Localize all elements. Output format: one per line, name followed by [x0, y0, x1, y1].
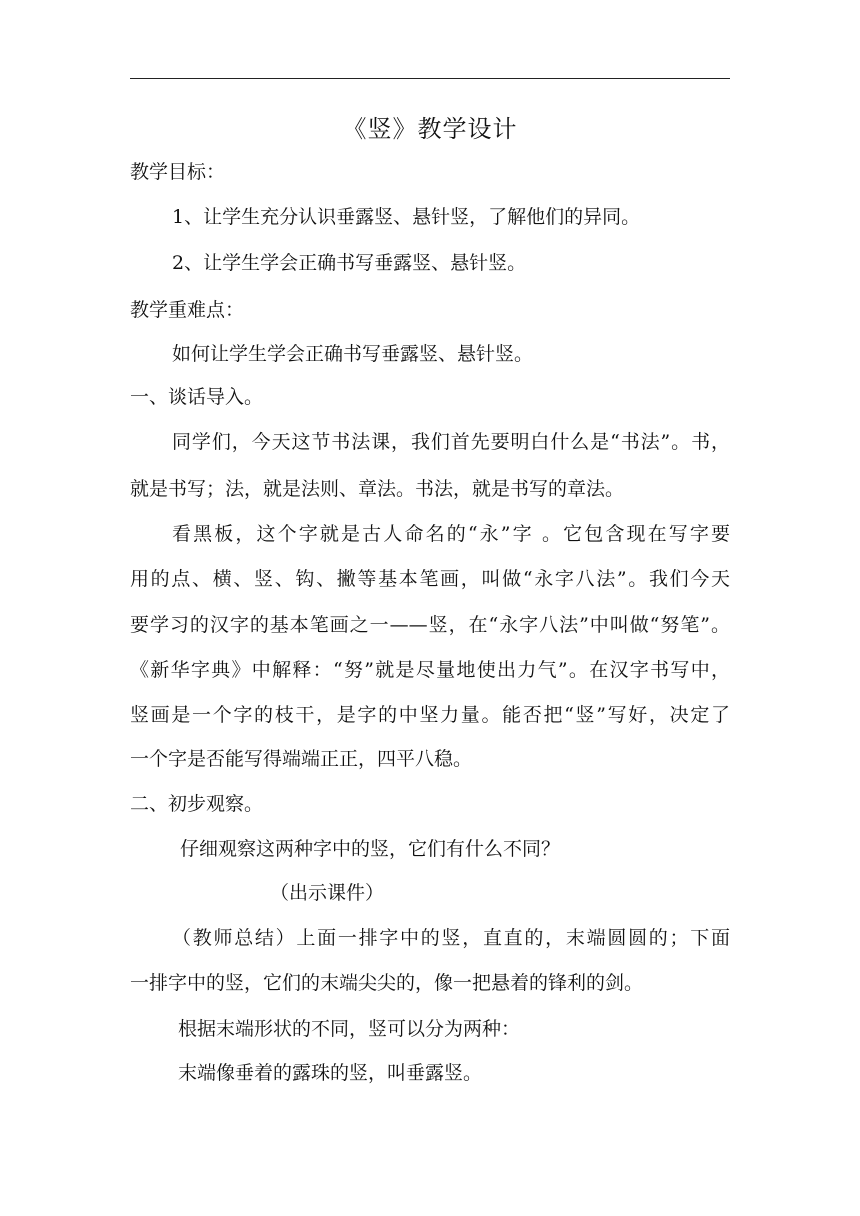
- objective-item-2: 2、让学生学会正确书写垂露竖、悬针竖。: [172, 252, 527, 274]
- paragraph-line: 根据末端形状的不同，竖可以分为两种：: [178, 1018, 521, 1040]
- paragraph-line: （教师总结）上面一排字中的竖，直直的，末端圆圆的；下面: [172, 927, 730, 949]
- section-heading-observation: 二、初步观察。: [130, 793, 264, 815]
- paragraph-line: 用的点、横、竖、钩、撇等基本笔画，叫做“永字八法”。我们今天: [130, 568, 730, 590]
- paragraph-line: 要学习的汉字的基本笔画之一——竖，在“永字八法”中叫做“努笔”。: [130, 614, 730, 636]
- paragraph-line: 一排字中的竖，它们的末端尖尖的，像一把悬着的锋利的剑。: [130, 972, 644, 994]
- key-point-text: 如何让学生学会正确书写垂露竖、悬针竖。: [172, 343, 534, 365]
- paragraph-line: 末端像垂着的露珠的竖，叫垂露竖。: [178, 1062, 483, 1084]
- section-heading-intro: 一、谈话导入。: [130, 386, 264, 408]
- objective-item-1: 1、让学生充分认识垂露竖、悬针竖，了解他们的异同。: [172, 206, 641, 228]
- courseware-note: （出示课件）: [270, 882, 385, 904]
- paragraph-line: 看黑板，这个字就是古人命名的“永”字 。它包含现在写字要: [172, 523, 730, 545]
- paragraph-line: 一个字是否能写得端端正正，四平八稳。: [130, 748, 473, 770]
- paragraph-line: 就是书写；法，就是法则、章法。书法，就是书写的章法。: [130, 478, 625, 500]
- paragraph-line: 竖画是一个字的枝干，是字的中坚力量。能否把“竖”写好，决定了: [130, 704, 730, 726]
- section-heading-objectives: 教学目标：: [130, 161, 226, 183]
- section-heading-key-points: 教学重难点：: [130, 299, 245, 321]
- paragraph-line: 同学们，今天这节书法课，我们首先要明白什么是“书法”。书，: [172, 431, 730, 453]
- paragraph-line: 仔细观察这两种字中的竖，它们有什么不同？: [180, 838, 561, 860]
- page-title: 《竖》教学设计: [342, 115, 518, 143]
- paragraph-line: 《新华字典》中解释：“努”就是尽量地使出力气”。在汉字书写中，: [130, 659, 730, 681]
- header-rule: [130, 78, 730, 79]
